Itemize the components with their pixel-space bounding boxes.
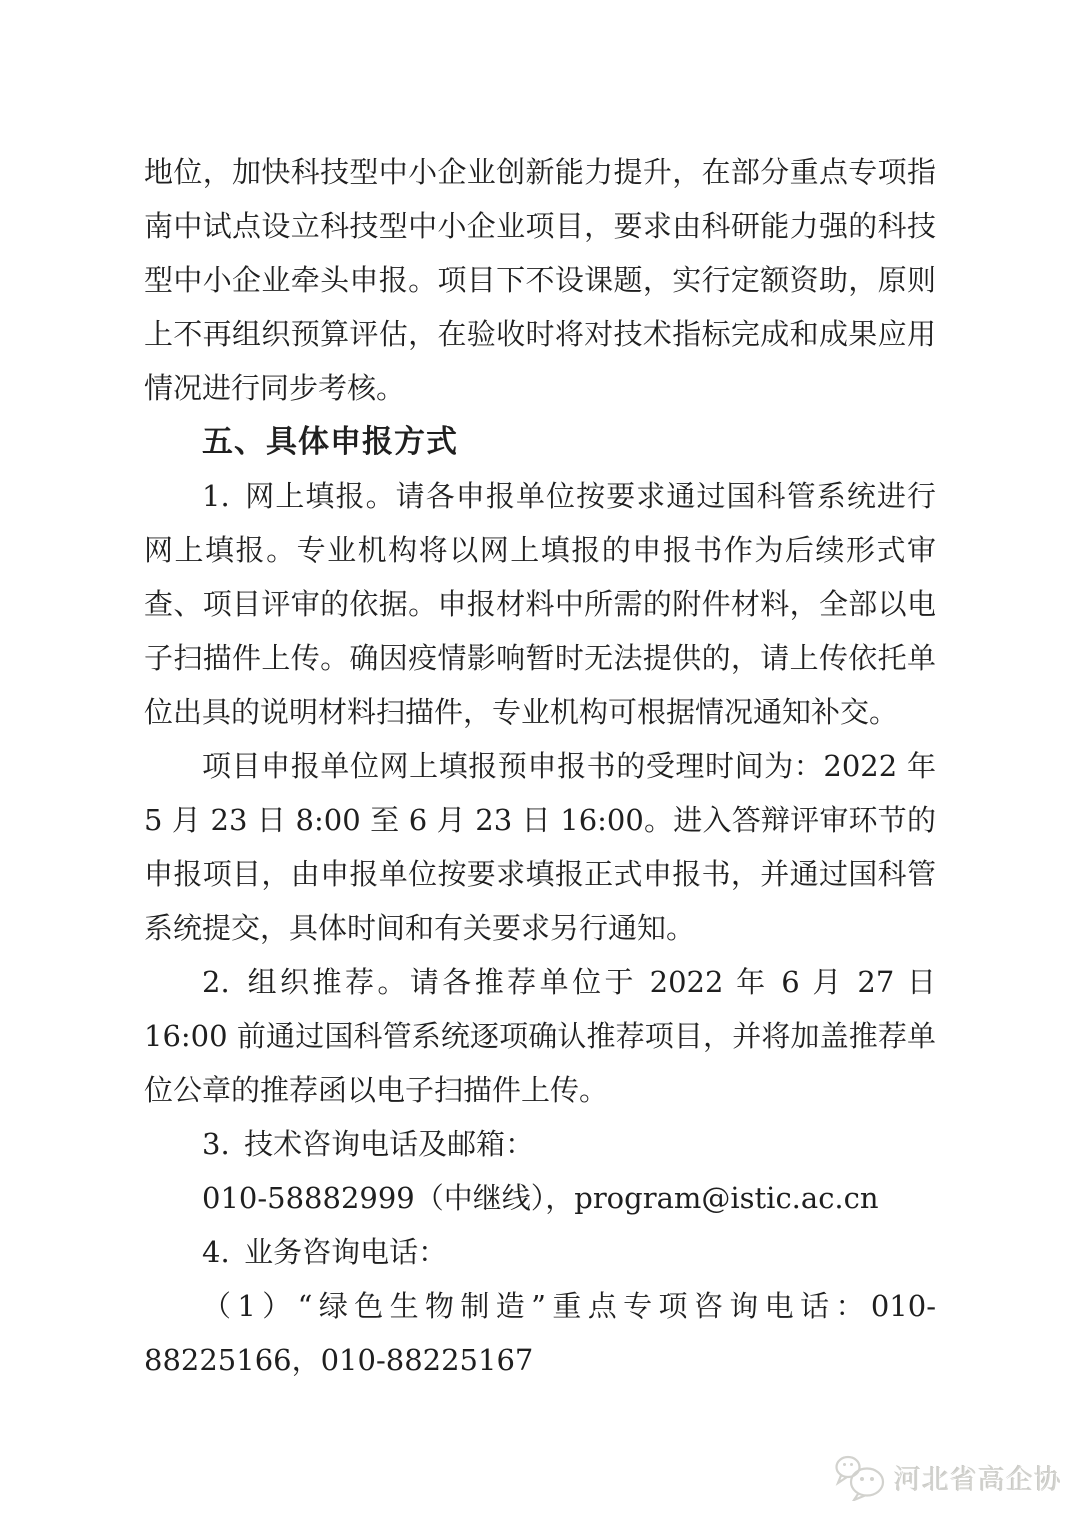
watermark [834, 1450, 1062, 1504]
paragraph: 1. 网上填报。请各申报单位按要求通过国科管系统进行网上填报。专业机构将以网上填报的申报书作为后续形式审查、项目评审的依据。申报材料中所需的附件材料，全部以电子扫描件上传。确因疫情影响暂时无法提供的，请上传依托单位出具的说明材料扫描件，专业机构可根据情况通知补交。 [144, 479, 936, 729]
document-body [144, 145, 936, 1387]
paragraph: 2. 组织推荐。请各推荐单位于 2022 年 6 月 27 日 16:00 前通过国科管系统逐项确认推荐项目，并将加盖推荐单位公章的推荐函以电子扫描件上传。 [144, 965, 936, 1107]
paragraph: 项目申报单位网上填报预申报书的受理时间为：2022 年 5 月 23 日 8:00 至 6 月 23 日 16:00。进入答辩评审环节的申报项目，由申报单位按要求填报正式申报书，并通过国科管系统提交，具体时间和有关要求另行通知。 [144, 749, 936, 945]
paragraph: 3. 技术咨询电话及邮箱： [202, 1127, 535, 1161]
wechat-icon [834, 1453, 888, 1501]
watermark-label: 河北省高企协 [894, 1464, 1062, 1496]
paragraph: 地位，加快科技型中小企业创新能力提升，在部分重点专项指南中试点设立科技型中小企业项目，要求由科研能力强的科技型中小企业牵头申报。项目下不设课题，实行定额资助，原则上不再组织预算评估，在验收时将对技术指标完成和成果应用情况进行同步考核。 [144, 155, 936, 405]
paragraph: 010-58882999（中继线），program@istic.ac.cn [202, 1181, 879, 1215]
paragraph: （1）“绿色生物制造”重点专项咨询电话：010-88225166，010-88225167 [144, 1289, 936, 1377]
section-heading: 五、具体申报方式 [201, 424, 458, 460]
paragraph: 4. 业务咨询电话： [202, 1235, 448, 1269]
